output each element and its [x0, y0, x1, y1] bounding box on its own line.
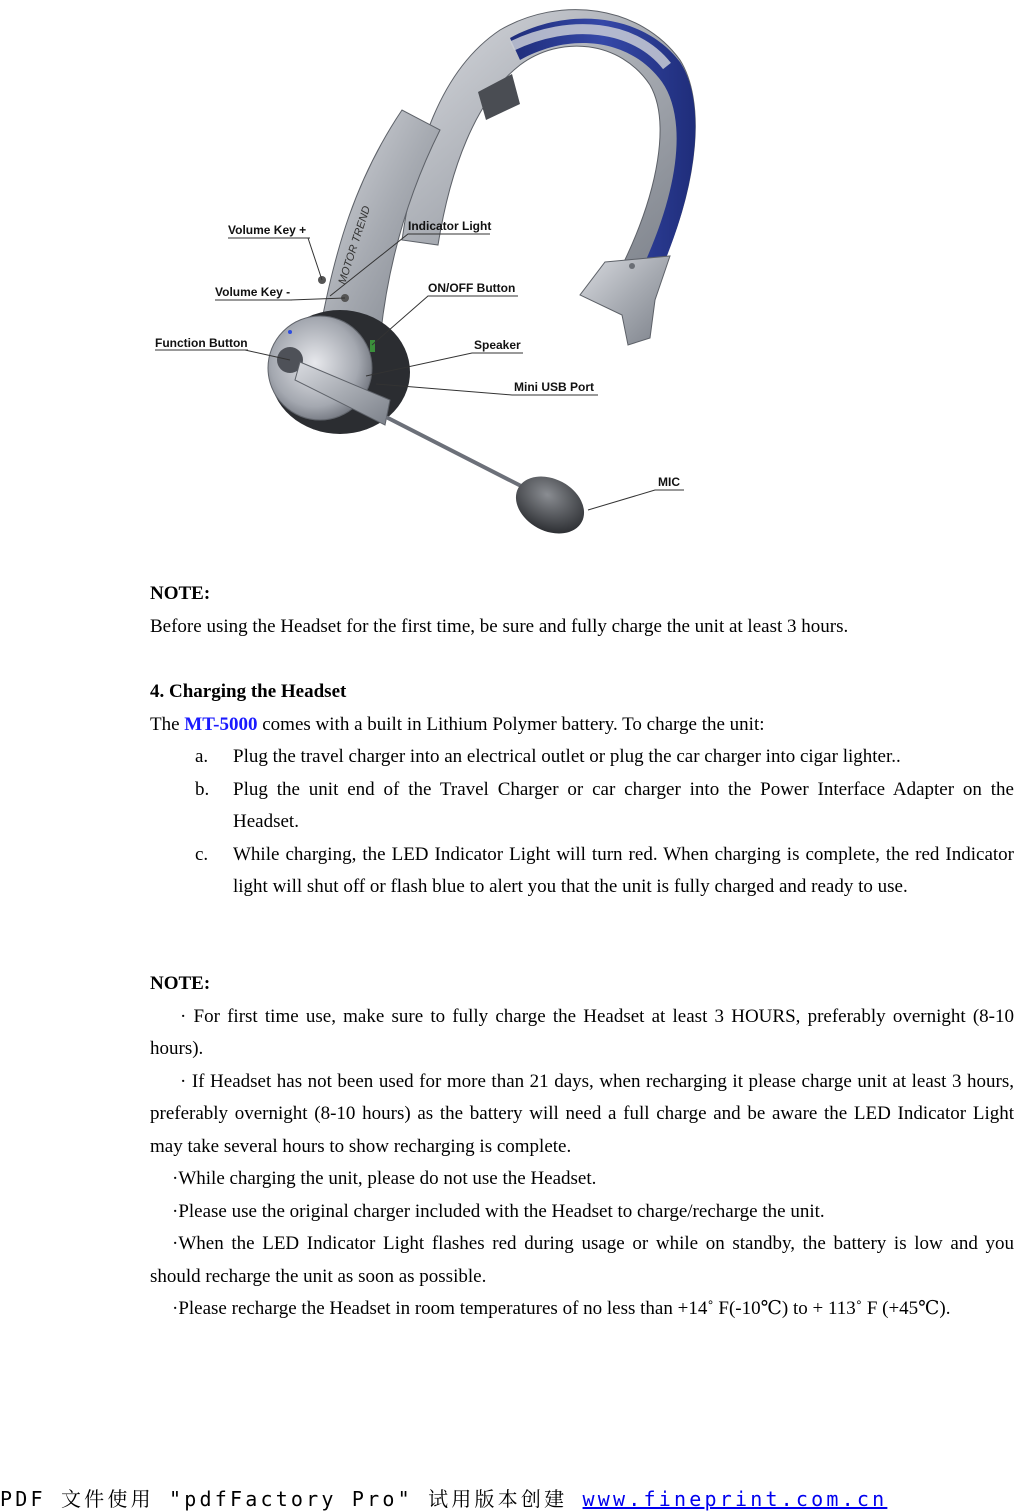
label-on-off-button: ON/OFF Button: [428, 281, 516, 295]
intro-suffix: comes with a built in Lithium Polymer battery. To charge the unit:: [257, 713, 765, 735]
note-item: ·Please recharge the Headset in room temperatures of no less than +14˚ F(-10℃) to + 113˚ F (+45℃).: [172, 1298, 951, 1319]
label-volume-key-down: Volume Key -: [215, 285, 291, 299]
footer-text: PDF 文件使用 "pdfFactory Pro" 试用版本创建: [0, 1487, 583, 1511]
note-item: · For first time use, make sure to fully charge the Headset at least 3 HOURS, preferably overnight (8-10 hours).: [150, 1005, 1014, 1059]
charging-steps: [150, 741, 1014, 904]
headband-end-pad: [580, 256, 670, 345]
note-1-text: Before using the Headset for the first time, be sure and fully charge the unit at least 3 hours.: [150, 615, 849, 637]
footer-link[interactable]: www.fineprint.com.cn: [582, 1487, 888, 1511]
section-charging: [150, 676, 1014, 904]
label-mini-usb-port: Mini USB Port: [514, 380, 594, 394]
list-marker: a.: [195, 746, 209, 767]
brand-text: MOTOR TREND: [336, 204, 374, 286]
ear-pod: [268, 310, 410, 434]
note-1: [150, 578, 1014, 643]
pdf-footer: [0, 1483, 887, 1509]
section-intro: [150, 709, 1014, 742]
section-heading: 4. Charging the Headset: [150, 681, 347, 702]
label-indicator-light: Indicator Light: [408, 219, 492, 233]
model-number: MT-5000: [184, 713, 258, 735]
mic-capsule: [506, 465, 594, 545]
note-item: ·Please use the original charger included with the Headset to charge/recharge the unit.: [172, 1200, 825, 1222]
label-volume-key-up: Volume Key +: [228, 223, 307, 237]
note-item: ·When the LED Indicator Light flashes red during usage or while on standby, the battery is low and you should recharge the unit as soon as possible.: [150, 1233, 1014, 1287]
intro-prefix: The: [150, 713, 185, 735]
list-item: [150, 774, 1014, 839]
list-item: [150, 741, 1014, 774]
label-speaker: Speaker: [474, 338, 521, 352]
list-item: [150, 839, 1014, 904]
note-2-heading: NOTE:: [150, 973, 211, 994]
list-text: Plug the travel charger into an electrical outlet or plug the car charger into cigar lighter..: [233, 746, 901, 767]
note-item: ·While charging the unit, please do not use the Headset.: [172, 1168, 597, 1189]
list-text: Plug the unit end of the Travel Charger or car charger into the Power Interface Adapter on the Headset.: [233, 778, 1014, 832]
headset-diagram: [140, 0, 740, 555]
note-item: · If Headset has not been used for more than 21 days, when recharging it please charge unit at least 3 hours, preferably overnight (8-10 hours) as the battery will need a full charge and be aware the LED Indicator Light may take several hours to show recharging is complete.: [150, 1070, 1014, 1157]
label-mic: MIC: [658, 475, 680, 489]
list-marker: b.: [195, 778, 210, 800]
list-text: While charging, the LED Indicator Light will turn red. When charging is complete, the red Indicator light will shut off or flash blue to alert you that the unit is fully charged and ready to use.: [233, 843, 1014, 897]
label-function-button: Function Button: [155, 336, 248, 350]
note-1-heading: NOTE:: [150, 583, 211, 604]
note-2: [150, 968, 1014, 1326]
list-marker: c.: [195, 843, 209, 865]
